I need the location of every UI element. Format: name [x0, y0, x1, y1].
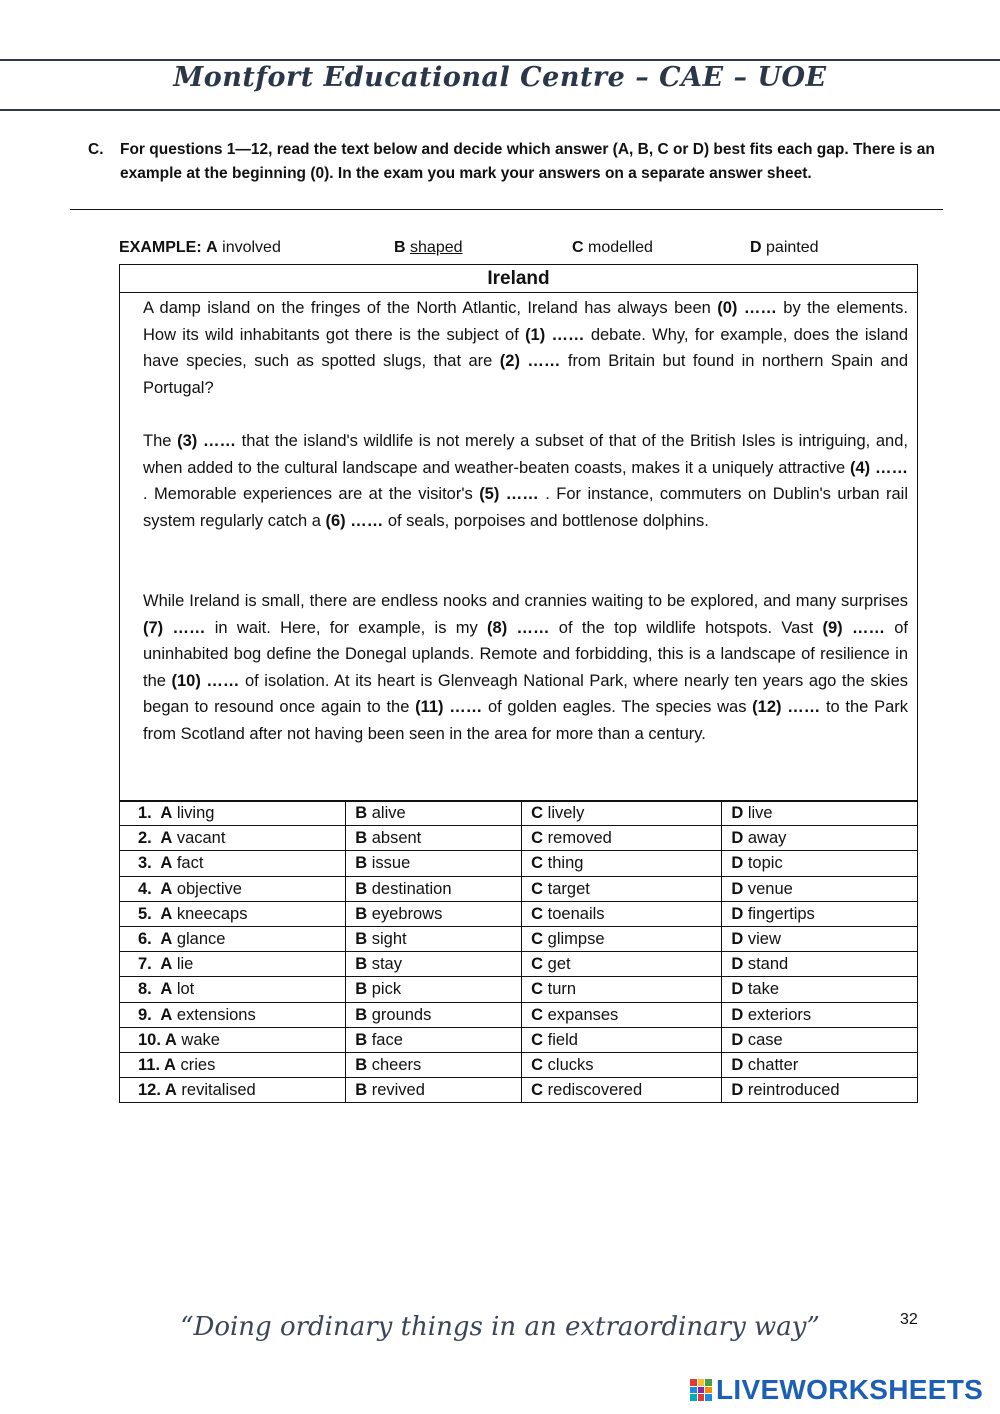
option-d-cell: [722, 977, 918, 1002]
option-a-cell: [120, 876, 346, 901]
passage-text: in wait. Here, for example, is my: [205, 618, 488, 637]
paragraph-3: [143, 588, 908, 748]
option-text: absent: [367, 829, 422, 848]
option-text: turn: [543, 980, 577, 999]
option-letter: C: [531, 829, 544, 848]
option-letter: C: [531, 1005, 544, 1024]
option-row: [120, 901, 918, 926]
option-letter: C: [531, 1055, 544, 1074]
header-rule-top: [0, 59, 1000, 61]
option-b-cell: [346, 926, 522, 951]
gap-marker: (11) ……: [415, 698, 483, 717]
question-number: 2.: [138, 829, 161, 848]
option-letter: D: [731, 955, 744, 974]
option-a-cell: [120, 926, 346, 951]
option-row: [120, 826, 918, 851]
option-letter: A: [160, 879, 173, 898]
option-letter: B: [355, 1030, 368, 1049]
option-letter: B: [355, 904, 368, 923]
option-text: grounds: [367, 1005, 432, 1024]
example-option-c: C modelled: [572, 239, 653, 256]
option-d-cell: [722, 801, 918, 826]
question-number: 10.: [138, 1030, 165, 1049]
option-b-cell: [346, 1078, 522, 1103]
option-text: issue: [367, 854, 411, 873]
option-letter: A: [160, 904, 173, 923]
option-text: alive: [367, 804, 406, 823]
option-letter: A: [160, 1005, 173, 1024]
question-number: 7.: [138, 955, 161, 974]
example-answer: shaped: [410, 239, 463, 256]
option-a-cell: [120, 977, 346, 1002]
option-text: face: [367, 1030, 403, 1049]
option-letter: B: [355, 955, 368, 974]
option-letter: D: [731, 1055, 744, 1074]
gap-marker: (7) ……: [143, 618, 206, 637]
option-text: pick: [367, 980, 402, 999]
option-text: toenails: [543, 904, 605, 923]
passage-text: of the top wildlife hotspots. Vast: [549, 618, 823, 637]
option-letter: D: [731, 980, 744, 999]
option-letter: A: [160, 955, 173, 974]
option-text: wake: [176, 1030, 220, 1049]
option-text: stay: [367, 955, 402, 974]
option-a-cell: [120, 1002, 346, 1027]
gap-marker: (10) ……: [171, 671, 240, 690]
option-letter: C: [531, 1081, 544, 1100]
option-c-cell: [522, 1002, 722, 1027]
option-a-cell: [120, 952, 346, 977]
instruction-rule: [70, 209, 943, 210]
question-number: 12.: [138, 1081, 165, 1100]
option-letter: A: [164, 1055, 176, 1074]
example-option-b: B shaped: [394, 239, 463, 256]
passage-text: by the elements. How its wild inhabitants got there is the subject of: [143, 299, 909, 344]
option-b-cell: [346, 977, 522, 1002]
option-letter: D: [731, 904, 744, 923]
option-text: lie: [172, 955, 194, 974]
passage-text: of uninhabited bog define the Donegal uplands. Remote and forbidding, this is a landscape of resilience in the: [143, 618, 909, 690]
option-text: chatter: [743, 1055, 799, 1074]
liveworksheets-brand[interactable]: [690, 1374, 983, 1406]
option-letter: A: [160, 829, 173, 848]
gap-marker: (12) ……: [752, 698, 821, 717]
passage-text: . For instance, commuters on Dublin's urban rail system regularly catch a: [143, 485, 908, 530]
option-a-cell: [120, 826, 346, 851]
options-table: [119, 800, 918, 1103]
option-text: rediscovered: [543, 1081, 643, 1100]
gap-marker: (2) ……: [499, 352, 561, 371]
option-c-cell: [522, 926, 722, 951]
paragraph-1: [143, 295, 908, 401]
option-text: revitalised: [176, 1081, 256, 1100]
option-text: sight: [367, 930, 407, 949]
option-text: vacant: [172, 829, 226, 848]
section-letter: C.: [88, 141, 104, 158]
option-text: extensions: [172, 1005, 256, 1024]
option-a-cell: [120, 1027, 346, 1052]
option-text: get: [543, 955, 571, 974]
option-letter: B: [355, 930, 368, 949]
option-letter: C: [531, 1030, 544, 1049]
option-d-cell: [722, 901, 918, 926]
footer-motto: “Doing ordinary things in an extraordinary way”: [180, 1312, 820, 1342]
option-letter: D: [731, 804, 744, 823]
option-letter: B: [355, 879, 368, 898]
header-rule-bottom: [0, 109, 1000, 111]
option-text: cries: [175, 1055, 216, 1074]
passage-text: of isolation. At its heart is Glenveagh National Park, where nearly ten years ago the skies began to resound once again to the: [143, 671, 908, 717]
option-letter: C: [531, 980, 544, 999]
option-d-cell: [722, 926, 918, 951]
option-text: clucks: [543, 1055, 594, 1074]
gap-marker: (9) ……: [822, 618, 885, 637]
option-row: [120, 1052, 918, 1077]
option-c-cell: [522, 901, 722, 926]
option-text: glimpse: [543, 930, 605, 949]
option-text: cheers: [367, 1055, 422, 1074]
option-c-cell: [522, 801, 722, 826]
option-c-cell: [522, 826, 722, 851]
passage-title: Ireland: [120, 265, 917, 293]
option-letter: C: [531, 904, 544, 923]
option-c-cell: [522, 1027, 722, 1052]
option-text: removed: [543, 829, 612, 848]
option-text: target: [543, 879, 590, 898]
option-row: [120, 876, 918, 901]
option-b-cell: [346, 826, 522, 851]
option-b-cell: [346, 851, 522, 876]
option-letter: B: [355, 1055, 368, 1074]
passage-text: debate. Why, for example, does the island have species, such as spotted slugs, that are: [143, 325, 908, 371]
option-b-cell: [346, 1027, 522, 1052]
option-a-cell: [120, 901, 346, 926]
option-row: [120, 1027, 918, 1052]
option-letter: D: [731, 1030, 744, 1049]
question-number: 8.: [138, 980, 161, 999]
option-letter: D: [731, 854, 744, 873]
option-text: thing: [543, 854, 584, 873]
option-d-cell: [722, 1002, 918, 1027]
option-row: [120, 1002, 918, 1027]
example-option-a: EXAMPLE: A involved: [119, 239, 281, 256]
option-letter: D: [731, 1081, 744, 1100]
option-a-cell: [120, 1078, 346, 1103]
option-row: [120, 1078, 918, 1103]
option-d-cell: [722, 952, 918, 977]
option-letter: A: [164, 1030, 177, 1049]
option-letter: C: [531, 854, 544, 873]
gap-marker: (1) ……: [525, 325, 585, 344]
option-text: field: [543, 1030, 578, 1049]
option-text: fact: [172, 854, 204, 873]
option-text: glance: [172, 930, 226, 949]
option-text: reintroduced: [743, 1081, 840, 1100]
option-letter: B: [355, 1005, 368, 1024]
option-c-cell: [522, 1052, 722, 1077]
option-b-cell: [346, 952, 522, 977]
question-number: 1.: [138, 804, 161, 823]
passage-text: of seals, porpoises and bottlenose dolphins.: [383, 511, 709, 530]
option-text: exteriors: [743, 1005, 812, 1024]
option-text: away: [743, 829, 787, 848]
question-number: 11.: [138, 1055, 164, 1074]
option-letter: B: [355, 854, 368, 873]
option-text: lot: [172, 980, 195, 999]
option-letter: D: [731, 1005, 744, 1024]
option-letter: A: [160, 854, 173, 873]
option-text: eyebrows: [367, 904, 443, 923]
option-c-cell: [522, 952, 722, 977]
passage-text: . Memorable experiences are at the visitor's: [143, 485, 480, 504]
option-letter: B: [355, 829, 368, 848]
option-d-cell: [722, 876, 918, 901]
option-letter: C: [531, 804, 544, 823]
option-row: [120, 926, 918, 951]
page-number: 32: [900, 1311, 918, 1328]
gap-marker: (8) ……: [487, 618, 550, 637]
option-row: [120, 851, 918, 876]
option-letter: A: [160, 980, 173, 999]
option-b-cell: [346, 901, 522, 926]
option-text: living: [172, 804, 215, 823]
option-text: venue: [743, 879, 793, 898]
option-text: expanses: [543, 1005, 619, 1024]
option-a-cell: [120, 801, 346, 826]
option-letter: A: [160, 930, 173, 949]
passage-text: to the Park from Scotland after not having been seen in the area for more than a century.: [143, 698, 908, 743]
option-b-cell: [346, 1052, 522, 1077]
question-number: 5.: [138, 904, 161, 923]
example-option-d: D painted: [750, 239, 819, 256]
question-number: 6.: [138, 930, 161, 949]
option-letter: B: [355, 804, 368, 823]
page-header-title: Montfort Educational Centre – CAE – UOE: [173, 62, 827, 93]
option-text: revived: [367, 1081, 425, 1100]
option-c-cell: [522, 876, 722, 901]
option-letter: B: [355, 1081, 368, 1100]
passage-text: of golden eagles. The species was: [482, 698, 753, 717]
option-row: [120, 801, 918, 826]
option-c-cell: [522, 977, 722, 1002]
question-number: 4.: [138, 879, 161, 898]
passage-text: that the island's wildlife is not merely a subset of that of the British Isles is intriguing, and, when added to the cultural landscape and weather-beaten coasts, makes it a uniquely attractive: [143, 432, 908, 477]
option-d-cell: [722, 851, 918, 876]
option-d-cell: [722, 1052, 918, 1077]
option-a-cell: [120, 851, 346, 876]
paragraph-2: [143, 428, 908, 534]
option-c-cell: [522, 1078, 722, 1103]
option-letter: A: [164, 1081, 177, 1100]
option-text: topic: [743, 854, 783, 873]
passage-box: [119, 264, 918, 802]
option-b-cell: [346, 1002, 522, 1027]
option-d-cell: [722, 1027, 918, 1052]
passage-text: While Ireland is small, there are endless nooks and crannies waiting to be explored, and many surprises: [143, 592, 908, 610]
gap-marker: (6) ……: [325, 511, 384, 530]
option-b-cell: [346, 801, 522, 826]
option-c-cell: [522, 851, 722, 876]
option-a-cell: [120, 1052, 346, 1077]
option-letter: C: [531, 955, 544, 974]
gap-marker: (0) ……: [717, 299, 777, 317]
gap-marker: (4) ……: [850, 458, 908, 477]
option-letter: C: [531, 879, 544, 898]
liveworksheets-text: LIVEWORKSHEETS: [716, 1374, 984, 1405]
instruction-text: For questions 1—12, read the text below and decide which answer (A, B, C or D) best fits each gap. There is an example at the beginning (0). In the exam you mark your answers on a separate answer sheet.: [120, 141, 935, 182]
option-letter: B: [355, 980, 368, 999]
option-text: kneecaps: [172, 904, 248, 923]
passage-text: The: [143, 432, 178, 450]
option-letter: C: [531, 930, 544, 949]
option-text: objective: [172, 879, 242, 898]
option-text: case: [743, 1030, 783, 1049]
option-text: view: [743, 930, 781, 949]
question-number: 9.: [138, 1005, 161, 1024]
liveworksheets-logo-icon: [690, 1379, 712, 1401]
option-letter: D: [731, 879, 744, 898]
option-text: stand: [743, 955, 789, 974]
question-number: 3.: [138, 854, 161, 873]
option-text: live: [743, 804, 773, 823]
option-b-cell: [346, 876, 522, 901]
option-text: take: [743, 980, 780, 999]
passage-text: from Britain but found in northern Spain and Portugal?: [143, 352, 909, 397]
option-letter: D: [731, 930, 744, 949]
option-d-cell: [722, 1078, 918, 1103]
gap-marker: (3) ……: [177, 432, 236, 450]
option-row: [120, 952, 918, 977]
option-text: destination: [367, 879, 452, 898]
passage-text: A damp island on the fringes of the North Atlantic, Ireland has always been: [143, 299, 718, 317]
option-letter: D: [731, 829, 744, 848]
option-letter: A: [160, 804, 173, 823]
option-text: fingertips: [743, 904, 815, 923]
option-text: lively: [543, 804, 585, 823]
option-row: [120, 977, 918, 1002]
option-d-cell: [722, 826, 918, 851]
gap-marker: (5) ……: [479, 485, 539, 504]
